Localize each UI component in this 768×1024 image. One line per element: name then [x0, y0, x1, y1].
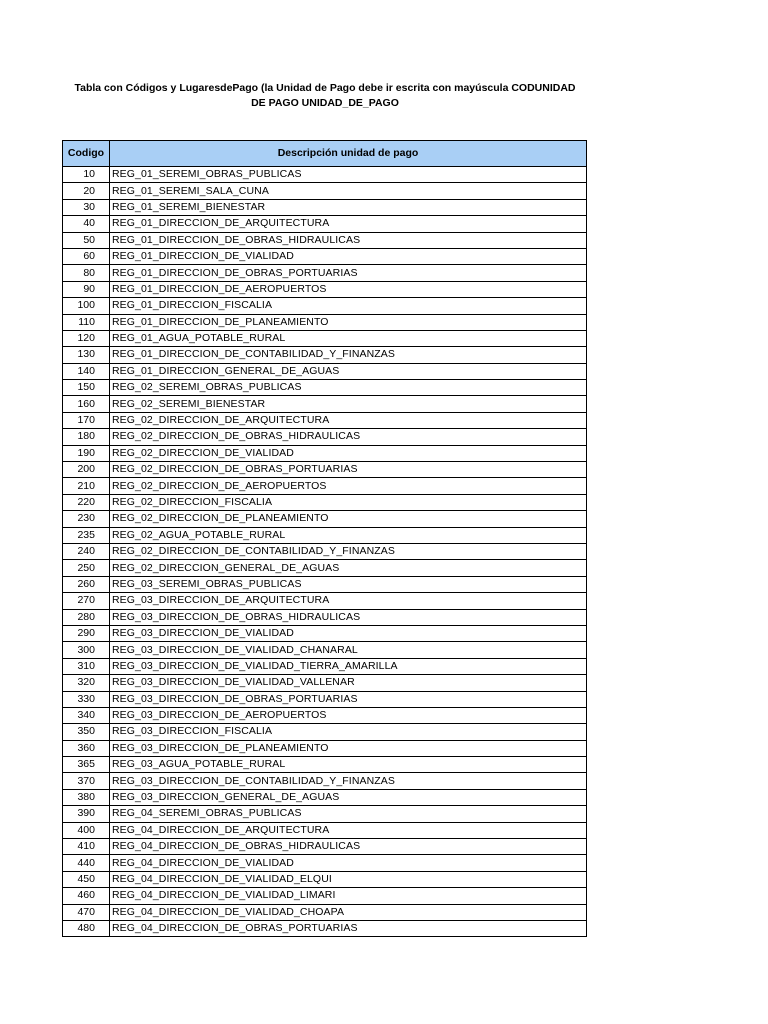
row-description: REG_01_SEREMI_BIENESTAR [110, 199, 587, 215]
table-row [63, 625, 587, 641]
column-header-codigo: Codigo [63, 141, 110, 167]
row-description: REG_03_DIRECCION_DE_VIALIDAD_VALLENAR [110, 675, 587, 691]
table-header-row [63, 141, 587, 167]
table-row [63, 281, 587, 297]
row-description: REG_03_DIRECCION_DE_VIALIDAD_TIERRA_AMARILLA [110, 658, 587, 674]
row-description: REG_03_SEREMI_OBRAS_PUBLICAS [110, 576, 587, 592]
row-code: 280 [63, 609, 110, 625]
row-code: 110 [63, 314, 110, 330]
row-description: REG_02_DIRECCION_DE_VIALIDAD [110, 445, 587, 461]
table-row [63, 576, 587, 592]
row-description: REG_01_AGUA_POTABLE_RURAL [110, 330, 587, 346]
row-code: 460 [63, 888, 110, 904]
row-description: REG_02_DIRECCION_FISCALIA [110, 494, 587, 510]
row-code: 365 [63, 757, 110, 773]
table-row [63, 298, 587, 314]
table-row [63, 396, 587, 412]
row-description: REG_03_DIRECCION_FISCALIA [110, 724, 587, 740]
table-row [63, 789, 587, 805]
row-code: 400 [63, 822, 110, 838]
table-row [63, 822, 587, 838]
row-description: REG_04_DIRECCION_DE_OBRAS_HIDRAULICAS [110, 839, 587, 855]
row-code: 370 [63, 773, 110, 789]
table-row [63, 183, 587, 199]
row-code: 150 [63, 380, 110, 396]
table-row [63, 757, 587, 773]
row-code: 90 [63, 281, 110, 297]
row-description: REG_01_DIRECCION_DE_CONTABILIDAD_Y_FINANZAS [110, 347, 587, 363]
row-description: REG_04_DIRECCION_DE_OBRAS_PORTUARIAS [110, 920, 587, 936]
row-description: REG_02_DIRECCION_DE_AEROPUERTOS [110, 478, 587, 494]
table-row [63, 642, 587, 658]
row-description: REG_04_DIRECCION_DE_VIALIDAD_ELQUI [110, 871, 587, 887]
row-description: REG_03_DIRECCION_GENERAL_DE_AGUAS [110, 789, 587, 805]
table-body [63, 167, 587, 937]
row-code: 470 [63, 904, 110, 920]
row-description: REG_01_DIRECCION_GENERAL_DE_AGUAS [110, 363, 587, 379]
row-code: 100 [63, 298, 110, 314]
row-code: 250 [63, 560, 110, 576]
table-row [63, 888, 587, 904]
row-code: 310 [63, 658, 110, 674]
table-row [63, 314, 587, 330]
row-description: REG_02_AGUA_POTABLE_RURAL [110, 527, 587, 543]
table-row [63, 871, 587, 887]
row-code: 410 [63, 839, 110, 855]
row-description: REG_02_DIRECCION_DE_CONTABILIDAD_Y_FINANZAS [110, 543, 587, 559]
row-description: REG_03_AGUA_POTABLE_RURAL [110, 757, 587, 773]
table-row [63, 527, 587, 543]
row-description: REG_01_SEREMI_SALA_CUNA [110, 183, 587, 199]
table-row [63, 494, 587, 510]
row-description: REG_03_DIRECCION_DE_OBRAS_HIDRAULICAS [110, 609, 587, 625]
row-description: REG_03_DIRECCION_DE_OBRAS_PORTUARIAS [110, 691, 587, 707]
row-code: 350 [63, 724, 110, 740]
table-row [63, 167, 587, 183]
row-code: 210 [63, 478, 110, 494]
row-code: 140 [63, 363, 110, 379]
row-code: 50 [63, 232, 110, 248]
row-code: 480 [63, 920, 110, 936]
row-code: 230 [63, 511, 110, 527]
row-code: 290 [63, 625, 110, 641]
row-description: REG_04_DIRECCION_DE_ARQUITECTURA [110, 822, 587, 838]
row-description: REG_02_DIRECCION_DE_PLANEAMIENTO [110, 511, 587, 527]
row-description: REG_03_DIRECCION_DE_AEROPUERTOS [110, 707, 587, 723]
table-row [63, 265, 587, 281]
table-row [63, 380, 587, 396]
row-code: 390 [63, 806, 110, 822]
row-code: 160 [63, 396, 110, 412]
row-description: REG_04_DIRECCION_DE_VIALIDAD_LIMARI [110, 888, 587, 904]
row-code: 130 [63, 347, 110, 363]
row-code: 170 [63, 412, 110, 428]
row-description: REG_03_DIRECCION_DE_ARQUITECTURA [110, 593, 587, 609]
table-row [63, 675, 587, 691]
row-code: 360 [63, 740, 110, 756]
row-description: REG_02_DIRECCION_DE_OBRAS_HIDRAULICAS [110, 429, 587, 445]
row-code: 220 [63, 494, 110, 510]
table-row [63, 199, 587, 215]
row-description: REG_01_DIRECCION_FISCALIA [110, 298, 587, 314]
title-line-1: Tabla con Códigos y LugaresdePago (la Unidad de Pago debe ir escrita con mayúscula CODUNIDAD [74, 82, 576, 94]
table-row [63, 445, 587, 461]
row-description: REG_01_DIRECCION_DE_ARQUITECTURA [110, 216, 587, 232]
document-title [60, 81, 590, 111]
table-row [63, 478, 587, 494]
row-code: 450 [63, 871, 110, 887]
table-row [63, 232, 587, 248]
table-row [63, 429, 587, 445]
column-header-descripcion: Descripción unidad de pago [110, 141, 587, 167]
row-code: 340 [63, 707, 110, 723]
row-code: 260 [63, 576, 110, 592]
row-description: REG_01_DIRECCION_DE_AEROPUERTOS [110, 281, 587, 297]
table-row [63, 347, 587, 363]
table-row [63, 248, 587, 264]
table-row [63, 462, 587, 478]
row-code: 180 [63, 429, 110, 445]
table-row [63, 609, 587, 625]
table-row [63, 855, 587, 871]
table-row [63, 363, 587, 379]
table-row [63, 920, 587, 936]
row-description: REG_04_DIRECCION_DE_VIALIDAD [110, 855, 587, 871]
row-code: 40 [63, 216, 110, 232]
row-code: 30 [63, 199, 110, 215]
table-row [63, 724, 587, 740]
table-row [63, 740, 587, 756]
row-description: REG_02_SEREMI_BIENESTAR [110, 396, 587, 412]
row-code: 60 [63, 248, 110, 264]
row-description: REG_02_DIRECCION_DE_ARQUITECTURA [110, 412, 587, 428]
table-row [63, 904, 587, 920]
table-row [63, 543, 587, 559]
row-code: 320 [63, 675, 110, 691]
row-code: 440 [63, 855, 110, 871]
row-description: REG_02_DIRECCION_GENERAL_DE_AGUAS [110, 560, 587, 576]
table-row [63, 511, 587, 527]
table-row [63, 773, 587, 789]
row-description: REG_02_DIRECCION_DE_OBRAS_PORTUARIAS [110, 462, 587, 478]
row-description: REG_01_DIRECCION_DE_OBRAS_HIDRAULICAS [110, 232, 587, 248]
row-code: 200 [63, 462, 110, 478]
row-description: REG_01_DIRECCION_DE_VIALIDAD [110, 248, 587, 264]
row-description: REG_03_DIRECCION_DE_VIALIDAD_CHANARAL [110, 642, 587, 658]
row-code: 300 [63, 642, 110, 658]
row-code: 380 [63, 789, 110, 805]
row-description: REG_01_SEREMI_OBRAS_PUBLICAS [110, 167, 587, 183]
row-code: 190 [63, 445, 110, 461]
row-code: 270 [63, 593, 110, 609]
row-code: 80 [63, 265, 110, 281]
row-description: REG_04_SEREMI_OBRAS_PUBLICAS [110, 806, 587, 822]
table-row [63, 593, 587, 609]
payment-units-table [62, 140, 587, 937]
table-row [63, 839, 587, 855]
row-description: REG_01_DIRECCION_DE_PLANEAMIENTO [110, 314, 587, 330]
row-code: 330 [63, 691, 110, 707]
table-row [63, 216, 587, 232]
row-description: REG_01_DIRECCION_DE_OBRAS_PORTUARIAS [110, 265, 587, 281]
table-row [63, 330, 587, 346]
row-description: REG_03_DIRECCION_DE_CONTABILIDAD_Y_FINANZAS [110, 773, 587, 789]
table-row [63, 707, 587, 723]
row-description: REG_02_SEREMI_OBRAS_PUBLICAS [110, 380, 587, 396]
row-description: REG_03_DIRECCION_DE_PLANEAMIENTO [110, 740, 587, 756]
row-description: REG_04_DIRECCION_DE_VIALIDAD_CHOAPA [110, 904, 587, 920]
row-code: 10 [63, 167, 110, 183]
table-row [63, 560, 587, 576]
row-code: 240 [63, 543, 110, 559]
table-row [63, 691, 587, 707]
row-code: 20 [63, 183, 110, 199]
title-line-2: DE PAGO UNIDAD_DE_PAGO [251, 97, 399, 109]
row-code: 235 [63, 527, 110, 543]
table-row [63, 806, 587, 822]
table-row [63, 658, 587, 674]
table-row [63, 412, 587, 428]
row-description: REG_03_DIRECCION_DE_VIALIDAD [110, 625, 587, 641]
row-code: 120 [63, 330, 110, 346]
